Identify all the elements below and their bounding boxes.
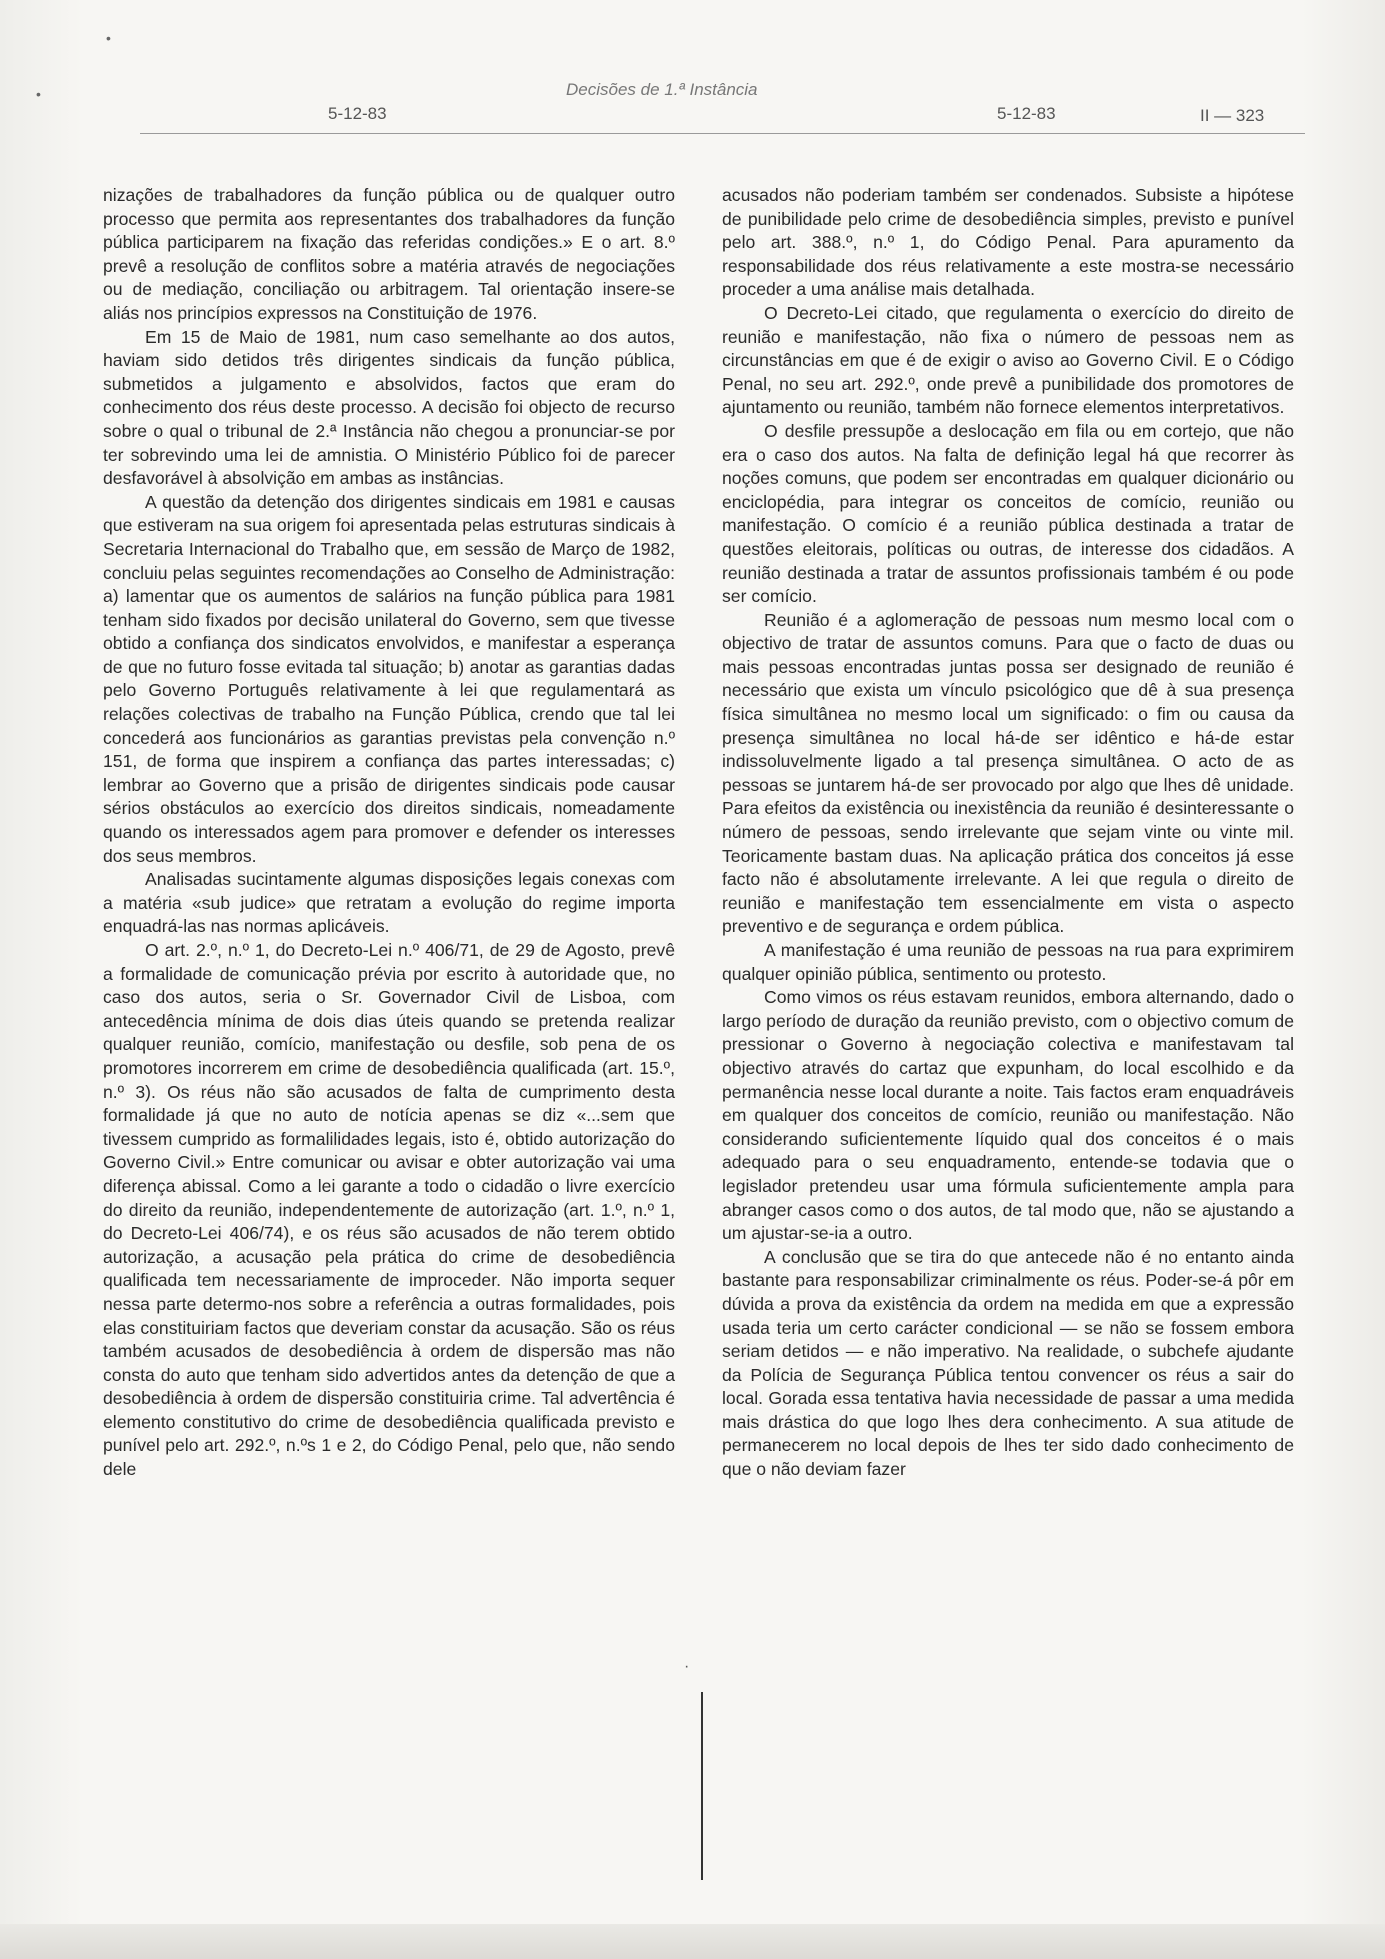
- scan-speck: •: [106, 30, 111, 46]
- paragraph: A manifestação é uma reunião de pessoas na rua para exprimirem qualquer opinião pública, sentimento ou protesto.: [722, 940, 1294, 984]
- paragraph: nizações de trabalhadores da função pública ou de qualquer outro processo que permita aos representantes dos trabalhadores da função pública participarem na fixação das referidas condições.» E o art. 8.º prevê a resolução de conflitos sobre a matéria através de negociações ou de mediação, conciliação ou arbitragem. Tal orientação insere-se aliás nos princípios expressos na Constituição de 1976.: [103, 185, 675, 323]
- paragraph: Como vimos os réus estavam reunidos, embora alternando, dado o largo período de duração da reunião previsto, com o objectivo comum de pressionar o Governo à negociação colectiva e manifestavam tal objectivo através do cartaz que expunham, do local escolhido e da permanência nesse local durante a noite. Tais factos eram enquadráveis em qualquer dos conceitos de comício, reunião ou manifestação. Não considerando suficientemente líquido qual dos conceitos é o mais adequado para o seu enquadramento, entende-se todavia que o legislador pretendeu usar uma fórmula suficientemente ampla para abranger casos como o dos autos, de tal modo que, não se ajustando a um ajustar-se-ia a outro.: [722, 987, 1294, 1244]
- right-date: 5-12-83: [997, 104, 1056, 123]
- paragraph: Analisadas sucintamente algumas disposições legais conexas com a matéria «sub judice» que retratam a evolução do regime importa enquadrá-las nas normas aplicáveis.: [103, 869, 675, 937]
- paragraph: Reunião é a aglomeração de pessoas num mesmo local com o objectivo de tratar de assuntos comuns. Para que o facto de duas ou mais pessoas encontradas juntas possa ser designado de reunião é necessário que exista um vínculo psicológico que dê à sua presença física simultânea no mesmo local um significado: o fim ou causa da presença simultânea no local há-de ser idêntico e há-de estar indissoluvelmente ligado a tal presença simultânea. O acto de as pessoas se juntarem há-de ser provocado por algo que lhes dê unidade. Para efeitos da existência ou inexistência da reunião é desinteressante o número de pessoas, sendo irrelevante que sejam vinte ou vinte mil. Teoricamente bastam duas. Na aplicação prática dos conceitos já esse facto não é absolutamente irrelevante. A lei que regula o direito de reunião e manifestação tem essencialmente em vista o aspecto preventivo e de segurança e ordem pública.: [722, 609, 1294, 937]
- header-rule: [140, 133, 1305, 134]
- scan-speck: •: [36, 86, 41, 102]
- left-date: 5-12-83: [328, 104, 387, 123]
- margin-bar: [701, 1692, 703, 1880]
- paragraph: O desfile pressupõe a deslocação em fila ou em cortejo, que não era o caso dos autos. Na falta de definição legal há que recorrer às noções comuns, que podem ser encontradas em qualquer dicionário ou enciclopédia, para integrar os conceitos de comício, reunião ou manifestação. O comício é a reunião pública destinada a tratar de questões eleitorais, políticas ou outras, de interesse dos cidadãos. A reunião destinada a tratar de assuntos profissionais também é ou pode ser comício.: [722, 420, 1294, 607]
- page-bottom-edge: [0, 1924, 1385, 1959]
- running-title: Decisões de 1.ª Instância: [566, 80, 758, 99]
- margin-mark: ·: [684, 1658, 690, 1675]
- page-number: II — 323: [1200, 106, 1265, 125]
- paragraph: A conclusão que se tira do que antecede não é no entanto ainda bastante para responsabilizar criminalmente os réus. Poder-se-á pôr em dúvida a prova da existência da ordem na medida em que a expressão usada teria um certo carácter condicional — se não se fossem embora seriam detidos — e não imperativo. Na realidade, o subchefe ajudante da Polícia de Segurança Pública tentou convencer os réus a sair do local. Gorada essa tentativa havia necessidade de passar a uma medida mais drástica do que logo lhes dera conhecimento. A sua atitude de permanecerem no local depois de lhes ter sido dado conhecimento de que o não deviam fazer: [722, 1246, 1294, 1480]
- left-column: [103, 184, 675, 1482]
- paragraph: Em 15 de Maio de 1981, num caso semelhante ao dos autos, haviam sido detidos três dirigentes sindicais da função pública, submetidos a julgamento e absolvidos, factos que eram do conhecimento dos réus deste processo. A decisão foi objecto de recurso sobre o qual o tribunal de 2.ª Instância não chegou a pronunciar-se por ter sobrevindo uma lei de amnistia. O Ministério Público foi de parecer desfavorável à absolvição em ambas as instâncias.: [103, 326, 675, 489]
- page-header: [0, 78, 1385, 138]
- paragraph: A questão da detenção dos dirigentes sindicais em 1981 e causas que estiveram na sua origem foi apresentada pelas estruturas sindicais à Secretaria Internacional do Trabalho que, em sessão de Março de 1982, concluiu pelas seguintes recomendações ao Conselho de Administração: a) lamentar que os aumentos de salários na função pública para 1981 tenham sido fixados por decisão unilateral do Governo, sem que tivesse obtido a confiança dos sindicatos envolvidos, e manifestar a esperança de que no futuro fosse evitada tal situação; b) anotar as garantias dadas pelo Governo Português relativamente à lei que regulamentará as relações colectivas de trabalho na Função Pública, crendo que tal lei concederá aos funcionários as garantias previstas pela convenção n.º 151, de forma que inspirem a confiança das partes interessadas; c) lembrar ao Governo que a prisão de dirigentes sindicais pode causar sérios obstáculos ao exercício dos direitos sindicais, nomeadamente quando os interessados agem para promover e defender os interesses dos seus membros.: [103, 491, 675, 866]
- paragraph: O art. 2.º, n.º 1, do Decreto-Lei n.º 406/71, de 29 de Agosto, prevê a formalidade de comunicação prévia por escrito à autoridade que, no caso dos autos, seria o Sr. Governador Civil de Lisboa, com antecedência mínima de dois dias úteis quando se pretenda realizar qualquer reunião, comício, manifestação ou desfile, sob pena de os promotores incorrerem em crime de desobediência qualificada (art. 15.º, n.º 3). Os réus não são acusados de falta de cumprimento desta formalidade já que no auto de notícia apenas se diz «...sem que tivessem cumprido as formalilidades legais, isto é, obtido autorização do Governo Civil.» Entre comunicar ou avisar e obter autorização vai uma diferença abissal. Como a lei garante a todo o cidadão o livre exercício do direito da reunião, independentemente de autorização (art. 1.º, n.º 1, do Decreto-Lei 406/74), e os réus são acusados de não terem obtido autorização, a acusação pela prática do crime de desobediência qualificada tem necessariamente de improceder. Não importa sequer nessa parte determo-nos sobre a referência a outras formalidades, pois elas constituiriam factos que deveriam constar da acusação. São os réus também acusados de desobediência à ordem de dispersão mas não consta do auto que tenham sido advertidos antes da detenção de que a desobediência à ordem de dispersão constituiria crime. Tal advertência é elemento constitutivo do crime de desobediência qualificada previsto e punível pelo art. 292.º, n.ºs 1 e 2, do Código Penal, pelo que, não sendo dele: [103, 940, 675, 1480]
- right-column: [722, 184, 1294, 1482]
- paragraph: O Decreto-Lei citado, que regulamenta o exercício do direito de reunião e manifestação, não fixa o número de pessoas nem as circunstâncias em que é de exigir o aviso ao Governo Civil. E o Código Penal, no seu art. 292.º, onde prevê a punibilidade dos promotores de ajuntamento ou reunião, também não fornece elementos interpretativos.: [722, 302, 1294, 418]
- paragraph: acusados não poderiam também ser condenados. Subsiste a hipótese de punibilidade pelo crime de desobediência simples, previsto e punível pelo art. 388.º, n.º 1, do Código Penal. Para apuramento da responsabilidade dos réus relativamente a este mostra-se necessário proceder a uma análise mais detalhada.: [722, 185, 1294, 300]
